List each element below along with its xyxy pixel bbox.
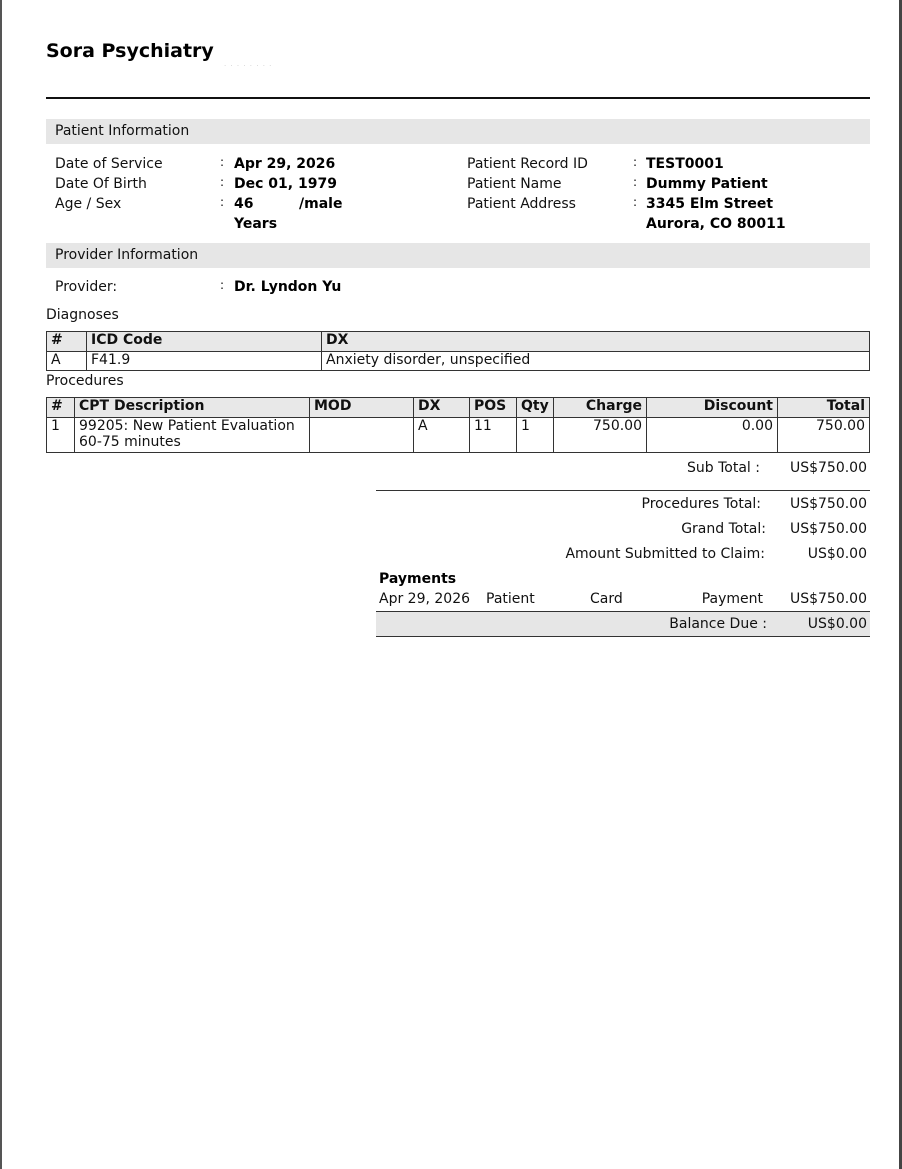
col-header: POS bbox=[470, 398, 517, 418]
cpt-line1: 99205: New Patient Evaluation bbox=[79, 418, 295, 434]
dx-num: A bbox=[47, 352, 87, 371]
dob-value: Dec 01, 1979 bbox=[234, 176, 337, 192]
payments-title: Payments bbox=[379, 571, 457, 587]
patient-info-title: Patient Information bbox=[55, 123, 190, 139]
header-divider bbox=[46, 97, 870, 99]
payment-amount: US$750.00 bbox=[789, 591, 867, 607]
colon: : bbox=[220, 278, 225, 292]
proc-total: 750.00 bbox=[778, 418, 870, 453]
payment-type: Payment bbox=[701, 591, 763, 607]
grand-total-value: US$750.00 bbox=[789, 521, 867, 537]
clinic-name: Sora Psychiatry bbox=[46, 40, 214, 62]
address-line2: Aurora, CO 80011 bbox=[646, 216, 786, 232]
payment-method: Card bbox=[590, 591, 623, 607]
colon: : bbox=[220, 155, 225, 169]
proc-pos: 11 bbox=[470, 418, 517, 453]
faint-mark: · · · · · · · · bbox=[224, 62, 273, 70]
dob-label: Date Of Birth bbox=[55, 176, 147, 192]
col-header: # bbox=[47, 332, 87, 352]
procedures-header-row bbox=[47, 398, 870, 418]
record-id-value: TEST0001 bbox=[646, 156, 724, 172]
col-header: ICD Code bbox=[87, 332, 322, 352]
date-of-service-label: Date of Service bbox=[55, 156, 163, 172]
colon: : bbox=[633, 155, 638, 169]
proc-num: 1 bbox=[47, 418, 75, 453]
payment-payer: Patient bbox=[486, 591, 535, 607]
col-header: MOD bbox=[310, 398, 414, 418]
summary-divider bbox=[376, 490, 870, 491]
colon: : bbox=[220, 175, 225, 189]
diagnoses-header-row bbox=[47, 332, 870, 352]
subtotal-label: Sub Total : bbox=[687, 460, 760, 476]
table-row bbox=[47, 418, 870, 453]
age-unit-value: Years bbox=[234, 216, 278, 232]
patient-address-label: Patient Address bbox=[467, 196, 576, 212]
procedures-total-value: US$750.00 bbox=[789, 496, 867, 512]
proc-charge: 750.00 bbox=[554, 418, 647, 453]
procedures-title: Procedures bbox=[46, 373, 124, 389]
age-value: 46 bbox=[234, 196, 254, 212]
age-sex-label: Age / Sex bbox=[55, 196, 122, 212]
col-header: Total bbox=[778, 398, 870, 418]
colon: : bbox=[220, 195, 225, 209]
icd-code: F41.9 bbox=[87, 352, 322, 371]
date-of-service-value: Apr 29, 2026 bbox=[234, 156, 336, 172]
page-frame-left bbox=[0, 0, 2, 1169]
provider-info-header bbox=[46, 243, 870, 268]
patient-info-header bbox=[46, 119, 870, 144]
procedures-total-label: Procedures Total: bbox=[641, 496, 761, 512]
diagnoses-table bbox=[46, 331, 870, 371]
proc-mod bbox=[310, 418, 414, 453]
patient-name-value: Dummy Patient bbox=[646, 176, 768, 192]
col-header: # bbox=[47, 398, 75, 418]
proc-qty: 1 bbox=[517, 418, 554, 453]
balance-due-value: US$0.00 bbox=[807, 616, 867, 632]
patient-name-label: Patient Name bbox=[467, 176, 562, 192]
proc-discount: 0.00 bbox=[647, 418, 778, 453]
address-line1: 3345 Elm Street bbox=[646, 196, 774, 212]
col-header: DX bbox=[322, 332, 870, 352]
col-header: Charge bbox=[554, 398, 647, 418]
cpt-description bbox=[75, 418, 310, 453]
colon: : bbox=[633, 175, 638, 189]
provider-value: Dr. Lyndon Yu bbox=[234, 279, 342, 295]
sex-value: /male bbox=[299, 196, 343, 212]
col-header: DX bbox=[414, 398, 470, 418]
provider-label: Provider: bbox=[55, 279, 118, 295]
procedures-table bbox=[46, 397, 870, 453]
colon: : bbox=[633, 195, 638, 209]
provider-info-title: Provider Information bbox=[55, 247, 199, 263]
record-id-label: Patient Record ID bbox=[467, 156, 588, 172]
col-header: Discount bbox=[647, 398, 778, 418]
dx-description: Anxiety disorder, unspecified bbox=[322, 352, 870, 371]
table-row bbox=[47, 352, 870, 371]
submitted-label: Amount Submitted to Claim: bbox=[565, 546, 765, 562]
subtotal-value: US$750.00 bbox=[789, 460, 867, 476]
cpt-line2: 60-75 minutes bbox=[79, 434, 181, 450]
col-header: CPT Description bbox=[75, 398, 310, 418]
proc-dx: A bbox=[414, 418, 470, 453]
balance-due-label: Balance Due : bbox=[669, 616, 767, 632]
diagnoses-title: Diagnoses bbox=[46, 307, 119, 323]
col-header: Qty bbox=[517, 398, 554, 418]
grand-total-label: Grand Total: bbox=[681, 521, 766, 537]
payment-date: Apr 29, 2026 bbox=[379, 591, 471, 607]
submitted-value: US$0.00 bbox=[807, 546, 867, 562]
balance-due-bar bbox=[376, 611, 870, 637]
